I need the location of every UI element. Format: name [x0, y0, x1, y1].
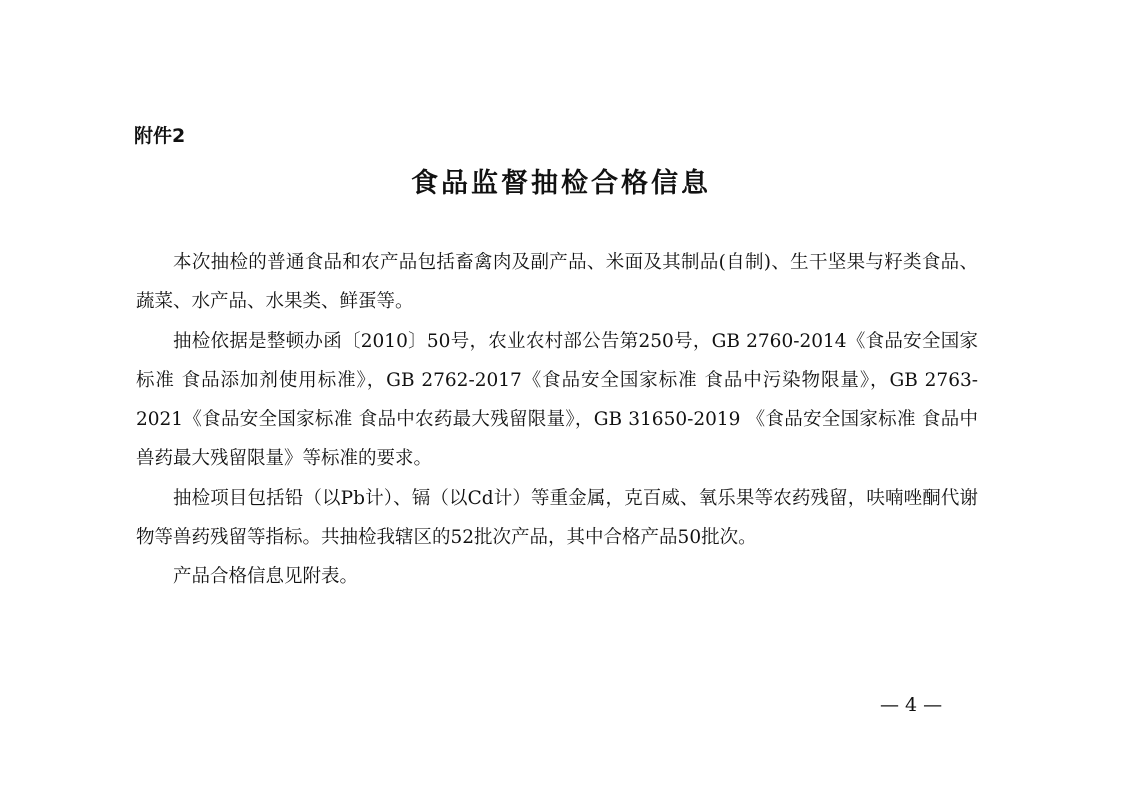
document-title: 食品监督抽检合格信息	[411, 168, 711, 199]
paragraph-appendix-note: 产品合格信息见附表。	[173, 566, 359, 588]
paragraph-items: 抽检项目包括铅（以Pb计）、镉（以Cd计）等重金属，克百威、氧乐果等农药残留，呋喃唑酮代谢物等兽药残留等指标。共抽检我辖区的52批次产品，其中合格产品50批次。	[136, 487, 978, 549]
paragraph-scope: 本次抽检的普通食品和农产品包括畜禽肉及副产品、米面及其制品(自制)、生干坚果与籽类食品、蔬菜、水产品、水果类、鲜蛋等。	[136, 252, 978, 313]
paragraph-basis: 抽检依据是整顿办函〔2010〕50号，农业农村部公告第250号，GB 2760-2014《食品安全国家标准 食品添加剂使用标准》，GB 2762-2017《食品安全国家标准 食品中污染物限量》，GB 2763-2021《食品安全国家标准 食品中农药最大残留限量》，GB 31650-2019 《食品安全国家标准 食品中兽药最大残留限量》等标准的要求。	[136, 330, 978, 470]
page-number: — 4 —	[880, 694, 943, 716]
attachment-label: 附件2	[134, 125, 186, 147]
document-body	[136, 243, 978, 597]
